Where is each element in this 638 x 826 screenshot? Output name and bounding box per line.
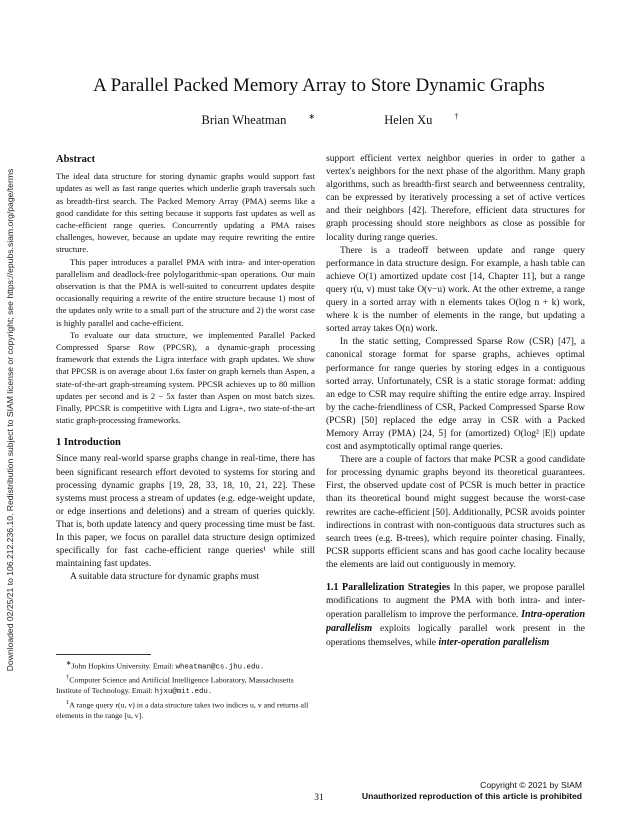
email-address: wheatman@cs.jhu.edu. [175, 663, 265, 672]
author-name: Brian Wheatman [201, 113, 287, 128]
page-number: 31 [314, 793, 324, 803]
author-mark: ∗ [308, 112, 316, 121]
subsection-heading: 1.1 Parallelization Strategies [326, 582, 451, 593]
body-paragraph: A suitable data structure for dynamic graphs must [70, 572, 260, 583]
footnotes [56, 654, 315, 721]
reproduction-notice: Unauthorized reproduction of this article is prohibited [361, 791, 582, 801]
paper-title: A Parallel Packed Memory Array to Store Dynamic Graphs [93, 75, 545, 96]
body-paragraph: Since many real-world sparse graphs change in real-time, there has been significant research effort devoted to systems for storing and processing dynamic graphs [19, 28, 33, 18, 10, 21, 22]. These systems must process a stream of updates (e.g. edge-weight update, or edge insertions and deletions) and a stream of queries quickly. That is, both update latency and query processing time must be fast. In this paper, we focus on parallel data structure design optimized specifically for fast cache-efficient range queries¹ while still maintaining fast updates. [56, 454, 315, 570]
author-list [0, 112, 638, 128]
copyright-notice [362, 780, 582, 802]
download-notice [4, 120, 17, 720]
abstract-paragraph: To evaluate our data structure, we implemented Parallel Packed Compressed Sparse Row (PPCSR), a dynamic-graph processing framework that extends the Ligra interface with graph updates. We show that PPCSR is on average about 1.6x faster on graph kernels than Aspen, a state-of-the-art graph-streaming system. PPCSR achieves up to 80 million updates per second and is 2 − 5x faster than Aspen on most batch sizes. Finally, PPCSR is competitive with Ligra and Ligra+, two state-of-the-art static graph-processing frameworks. [56, 329, 315, 426]
body-paragraph: support efficient vertex neighbor queries in order to gather a vertex's neighbors for the next phase of the algorithm. Many graph algorithms, such as breadth-first search and betweenness centrality, can be expressed by iteratively processing a set of active vertices and their neighbors [42]. Therefore, efficient data structures for graph processing should store neighbors as close as possible for locality during range queries. [326, 154, 585, 243]
download-notice-text: Downloaded 02/25/21 to 106.212.236.10. Redistribution subject to SIAM license or copyright; see https://epubs.siam.org/page/terms [5, 168, 15, 672]
abstract-paragraph: The ideal data structure for storing dynamic graphs would support fast updates as well as fast range queries which underlie graph traversals such as breadth-first search. The Packed Memory Array (PMA) seems like a good candidate for this setting because it supports fast updates as well as cache-efficient range queries. Concurrently updating a PMA raises challenges, however, because an update may require rewriting the entire structure. [56, 171, 315, 255]
abstract-heading: Abstract [56, 154, 96, 165]
email-address: hjxu@mit.edu. [154, 688, 213, 697]
section-heading-introduction: 1 Introduction [56, 437, 121, 449]
emphasis: Intra-operation parallelism [326, 609, 585, 635]
copyright-line: Copyright © 2021 by SIAM [480, 780, 582, 790]
abstract-paragraph: This paper introduces a parallel PMA with intra- and inter-operation parallelism and deadlock-free polylogarithmic-span operations. Our main observation is that the PMA is well-suited to concurrent updates despite occasionally requiring a rewrite of the entire structure because 1) most of the updates only write to a small part of the structure and 2) the worst case is highly parallel and cache-efficient. [56, 256, 315, 328]
subsection-paragraph: 1.1 Parallelization Strategies In this paper, we propose parallel modifications to augment the PMA with both intra- and inter-operation parallelism to improve the performance. Intra-operation parallelism exploits logically parallel work present in the operations themselves, while inter-operation parallelism [326, 582, 585, 649]
footnote: †Computer Science and Artificial Intelligence Laboratory, Massachusetts Institute of Technology. Email: hjxu@mit.edu. [56, 674, 294, 697]
author-name: Helen Xu [384, 113, 433, 128]
emphasis: inter-operation parallelism [438, 637, 550, 649]
author [362, 113, 458, 127]
body-paragraph: There is a tradeoff between update and range query performance in data structure design. For example, a hash table can achieve O(1) amortized update cost [14, Chapter 11], but a range query r(u, v) must take O(v−u) work. At the other extreme, a range query in a sorted array with n elements takes O(log n + k) work, where k is the number of elements in the range, but updating a sorted array takes O(n) work. [326, 245, 585, 335]
footnote-rule [56, 654, 151, 655]
body-paragraph: In the static setting, Compressed Sparse Row (CSR) [47], a canonical storage format for sparse graphs, achieves optimal performance for range queries by storing edges in a contiguous sorted array. Unfortunately, CSR is a static storage format: adding an edge to CSR may require shifting the entire edge array. Inspired by the cache-friendliness of CSR, Packed Compressed Sparse Row (PCSR) [50] replaced the edge array in CSR with a Packed Memory Array (PMA) [24, 5] for (amortized) O(log² |E|) update cost and asymptotically optimal range queries. [326, 337, 585, 453]
author [180, 113, 316, 127]
footnote: $^1$A range query r(u, v) in a data structure takes two indices u, v and returns all elements in the range [u, v]. [56, 698, 309, 720]
author-mark: † [454, 112, 459, 121]
body-paragraph: There are a couple of factors that make PCSR a good candidate for processing dynamic graphs beyond its theoretical guarantees. First, the observed update cost of PCSR is much better in practice than its theoretical bound might suggest because the worst-case rewrites are cache-efficient [50]. Additionally, PCSR avoids pointer indirections in contrast with non-contiguous data structures such as search trees (e.g. B-trees), which require pointer chasing. Finally, PCSR supports efficient scans and has good cache locality because the elements are laid out contiguously in memory. [326, 455, 585, 570]
right-column [326, 153, 585, 743]
footnote: ∗John Hopkins University. Email: wheatman@cs.jhu.edu. [66, 660, 265, 672]
